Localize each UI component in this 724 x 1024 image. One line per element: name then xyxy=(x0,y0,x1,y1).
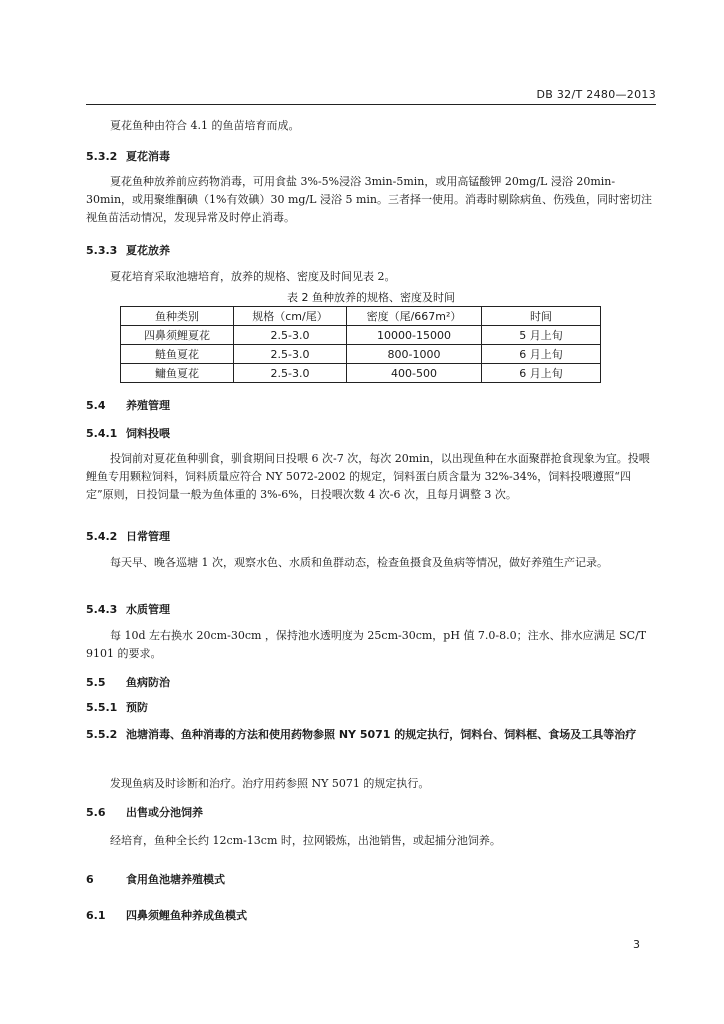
section-title: 日常管理 xyxy=(126,530,170,543)
table-header-cell: 时间 xyxy=(482,307,601,326)
section-5-5-heading xyxy=(86,675,656,691)
stocking-table xyxy=(120,306,601,383)
page-number: 3 xyxy=(633,938,640,951)
table-cell: 2.5-3.0 xyxy=(234,345,347,364)
section-5-3-2-paragraph: 夏花鱼种放养前应药物消毒，可用食盐 3%-5%浸浴 3min-5min，或用高锰酸钾 20mg/L 浸浴 20min-30min，或用聚维酮碘（1%有效碘）30 mg/L 浸浴 5 min。三者择一使用。消毒时剔除病鱼、伤残鱼，同时密切注视鱼苗活动情况，发现异常及时停止消毒。 xyxy=(86,175,652,224)
table-cell: 2.5-3.0 xyxy=(234,326,347,345)
section-number: 5.3.2 xyxy=(86,150,118,163)
table-row xyxy=(121,364,601,383)
table-row xyxy=(121,345,601,364)
section-title: 养殖管理 xyxy=(126,399,170,412)
section-5-3-3-paragraph: 夏花培育采取池塘培育，放养的规格、密度及时间见表 2。 xyxy=(110,270,396,283)
table-caption: 表 2 鱼种放养的规格、密度及时间 xyxy=(287,291,455,304)
section-5-3-2-heading xyxy=(86,149,656,165)
section-5-6-paragraph: 经培育，鱼种全长约 12cm-13cm 时，拉网锻炼，出池销售，或起捕分池饲养。 xyxy=(110,834,501,847)
table-cell: 2.5-3.0 xyxy=(234,364,347,383)
table-cell: 800-1000 xyxy=(347,345,482,364)
section-5-4-3-paragraph: 每 10d 左右换水 20cm-30cm ，保持池水透明度为 25cm-30cm，pH 值 7.0-8.0；注水、排水应满足 SC/T 9101 的要求。 xyxy=(86,629,647,660)
section-title: 池塘消毒、鱼种消毒的方法和使用药物参照 NY 5071 的规定执行，饲料台、饲料框、食场及工具等治疗 xyxy=(126,728,637,741)
header-rule xyxy=(86,104,656,105)
section-number: 5.3.3 xyxy=(86,244,118,257)
section-5-4-1-heading xyxy=(86,426,656,442)
table-cell: 6 月上旬 xyxy=(482,345,601,364)
table-row xyxy=(121,326,601,345)
section-title: 水质管理 xyxy=(126,603,170,616)
section-5-3-3-heading xyxy=(86,243,656,259)
section-5-5-1-heading xyxy=(86,700,656,716)
table-header-cell: 鱼种类别 xyxy=(121,307,234,326)
section-number: 5.5 xyxy=(86,676,106,689)
section-5-5-2-paragraph: 发现鱼病及时诊断和治疗。治疗用药参照 NY 5071 的规定执行。 xyxy=(110,777,430,790)
section-5-4-1-paragraph: 投饲前对夏花鱼种驯食，驯食期间日投喂 6 次-7 次，每次 20min，以出现鱼种在水面聚群抢食现象为宜。投喂鲤鱼专用颗粒饲料，饲料质量应符合 NY 5072-2002 的规定，饲料蛋白质含量为 32%-34%，饲料投喂遵照“四定”原则，日投饲量一般为鱼体重的 3%-6%，日投喂次数 4 次-6 次，且每月调整 3 次。 xyxy=(86,452,650,501)
section-number: 5.5.2 xyxy=(86,728,118,741)
section-title: 预防 xyxy=(126,701,148,714)
section-5-4-2-heading xyxy=(86,529,656,545)
section-number: 5.4.2 xyxy=(86,530,118,543)
section-5-5-2-heading xyxy=(86,726,656,744)
section-6-1-heading xyxy=(86,908,656,924)
standard-code: DB 32/T 2480—2013 xyxy=(536,88,656,101)
section-title: 夏花消毒 xyxy=(126,150,170,163)
section-title: 鱼病防治 xyxy=(126,676,170,689)
section-5-4-heading xyxy=(86,398,656,414)
table-cell: 6 月上旬 xyxy=(482,364,601,383)
intro-paragraph: 夏花鱼种由符合 4.1 的鱼苗培育而成。 xyxy=(110,119,300,132)
section-title: 出售或分池饲养 xyxy=(126,806,203,819)
section-5-6-heading xyxy=(86,805,656,821)
section-number: 5.4.1 xyxy=(86,427,118,440)
section-title: 夏花放养 xyxy=(126,244,170,257)
table-cell: 鳙鱼夏花 xyxy=(121,364,234,383)
table-cell: 四鼻须鲤夏花 xyxy=(121,326,234,345)
table-cell: 5 月上旬 xyxy=(482,326,601,345)
section-title: 饲料投喂 xyxy=(126,427,170,440)
table-header-cell: 规格（cm/尾） xyxy=(234,307,347,326)
section-number: 6 xyxy=(86,873,94,886)
section-number: 5.4 xyxy=(86,399,106,412)
table-cell: 400-500 xyxy=(347,364,482,383)
section-number: 5.4.3 xyxy=(86,603,118,616)
table-header-cell: 密度（尾/667m²） xyxy=(347,307,482,326)
section-5-4-3-heading xyxy=(86,602,656,618)
table-header-row xyxy=(121,307,601,326)
section-6-heading xyxy=(86,872,656,888)
section-5-4-2-paragraph: 每天早、晚各巡塘 1 次，观察水色、水质和鱼群动态，检查鱼摄食及鱼病等情况，做好养殖生产记录。 xyxy=(110,556,608,569)
table-cell: 10000-15000 xyxy=(347,326,482,345)
section-number: 5.6 xyxy=(86,806,106,819)
section-title: 食用鱼池塘养殖模式 xyxy=(126,873,225,886)
section-title: 四鼻须鲤鱼种养成鱼模式 xyxy=(126,909,247,922)
section-number: 5.5.1 xyxy=(86,701,118,714)
table-cell: 鲢鱼夏花 xyxy=(121,345,234,364)
section-number: 6.1 xyxy=(86,909,106,922)
